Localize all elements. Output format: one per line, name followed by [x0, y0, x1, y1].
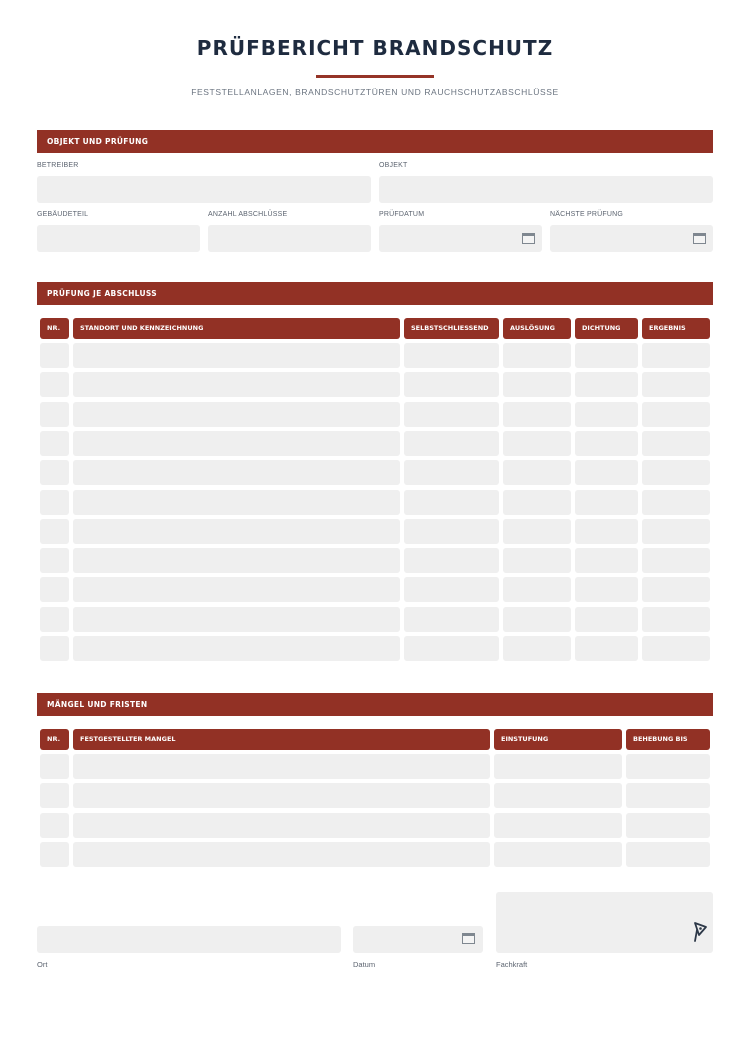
calendar-icon[interactable]: [462, 933, 475, 944]
page-title: PRÜFBERICHT BRANDSCHUTZ: [196, 36, 554, 60]
column-header-nr: NR.: [40, 729, 69, 750]
pen-icon[interactable]: [692, 921, 708, 943]
table-cell[interactable]: [73, 402, 400, 427]
table-cell[interactable]: [626, 813, 710, 838]
table-cell[interactable]: [642, 577, 710, 602]
table-cell[interactable]: [642, 519, 710, 544]
section-header-maengel: MÄNGEL UND FRISTEN: [37, 693, 713, 716]
table-cell[interactable]: [73, 519, 400, 544]
table-cell[interactable]: [626, 754, 710, 779]
table-cell[interactable]: [40, 490, 69, 515]
table-cell[interactable]: [404, 519, 499, 544]
pruefdatum-label: PRÜFDATUM: [379, 211, 425, 218]
fachkraft-label: Fachkraft: [496, 960, 528, 969]
table-cell[interactable]: [575, 607, 638, 632]
table-cell[interactable]: [503, 460, 571, 485]
datum-label: Datum: [353, 960, 376, 969]
column-header-selbstschliessend: SELBSTSCHLIESSEND: [404, 318, 499, 339]
column-header-nr: NR.: [40, 318, 69, 339]
betreiber-label: BETREIBER: [37, 162, 79, 169]
column-header-mangel: FESTGESTELLTER MANGEL: [73, 729, 490, 750]
column-header-ausloesung: AUSLÖSUNG: [503, 318, 571, 339]
table-cell[interactable]: [73, 636, 400, 661]
table-cell[interactable]: [73, 548, 400, 573]
table-cell[interactable]: [503, 577, 571, 602]
gebaeudeteil-label: GEBÄUDETEIL: [37, 211, 89, 218]
objekt-field[interactable]: [379, 176, 713, 203]
table-cell[interactable]: [642, 548, 710, 573]
ort-label: Ort: [37, 960, 48, 969]
table-cell[interactable]: [73, 813, 490, 838]
table-cell[interactable]: [40, 813, 69, 838]
table-cell[interactable]: [40, 372, 69, 397]
table-cell[interactable]: [73, 754, 490, 779]
section-header-objekt: OBJEKT UND PRÜFUNG: [37, 130, 713, 153]
table-cell[interactable]: [404, 607, 499, 632]
table-cell[interactable]: [40, 431, 69, 456]
table-cell[interactable]: [626, 783, 710, 808]
table-cell[interactable]: [40, 636, 69, 661]
table-cell[interactable]: [404, 490, 499, 515]
table-cell[interactable]: [73, 607, 400, 632]
table-cell[interactable]: [503, 431, 571, 456]
column-header-einstufung: EINSTUFUNG: [494, 729, 622, 750]
naechste-pruefung-label: NÄCHSTE PRÜFUNG: [550, 211, 624, 218]
table-cell[interactable]: [73, 460, 400, 485]
table-cell[interactable]: [494, 813, 622, 838]
table-cell[interactable]: [575, 577, 638, 602]
table-cell[interactable]: [404, 402, 499, 427]
table-cell[interactable]: [404, 343, 499, 368]
table-cell[interactable]: [503, 636, 571, 661]
table-cell[interactable]: [503, 607, 571, 632]
section-header-pruefung: PRÜFUNG JE ABSCHLUSS: [37, 282, 713, 305]
table-cell[interactable]: [642, 402, 710, 427]
table-cell[interactable]: [642, 607, 710, 632]
table-cell[interactable]: [404, 548, 499, 573]
table-cell[interactable]: [40, 548, 69, 573]
table-cell[interactable]: [73, 842, 490, 867]
table-cell[interactable]: [73, 577, 400, 602]
table-cell[interactable]: [503, 372, 571, 397]
table-cell[interactable]: [404, 577, 499, 602]
column-header-standort: STANDORT UND KENNZEICHNUNG: [73, 318, 400, 339]
table-cell[interactable]: [626, 842, 710, 867]
page-subtitle: FESTSTELLANLAGEN, BRANDSCHUTZTÜREN UND RAUCHSCHUTZABSCHLÜSSE: [191, 87, 559, 97]
pruefdatum-field[interactable]: [379, 225, 542, 252]
calendar-icon[interactable]: [522, 233, 535, 244]
objekt-label: OBJEKT: [379, 162, 408, 169]
table-cell[interactable]: [40, 783, 69, 808]
betreiber-field[interactable]: [37, 176, 371, 203]
column-header-behebung: BEHEBUNG BIS: [626, 729, 710, 750]
column-header-dichtung: DICHTUNG: [575, 318, 638, 339]
table-cell[interactable]: [73, 372, 400, 397]
table-cell[interactable]: [575, 548, 638, 573]
table-cell[interactable]: [494, 783, 622, 808]
column-header-ergebnis: ERGEBNIS: [642, 318, 710, 339]
anzahl-label: ANZAHL ABSCHLÜSSE: [208, 211, 288, 218]
table-cell[interactable]: [494, 842, 622, 867]
table-cell[interactable]: [73, 431, 400, 456]
table-cell[interactable]: [575, 490, 638, 515]
table-cell[interactable]: [40, 577, 69, 602]
table-cell[interactable]: [503, 519, 571, 544]
table-cell[interactable]: [404, 636, 499, 661]
anzahl-field[interactable]: [208, 225, 371, 252]
table-cell[interactable]: [503, 490, 571, 515]
table-cell[interactable]: [404, 460, 499, 485]
table-cell[interactable]: [494, 754, 622, 779]
table-cell[interactable]: [40, 754, 69, 779]
title-divider: [316, 75, 434, 78]
table-cell[interactable]: [40, 607, 69, 632]
table-cell[interactable]: [73, 783, 490, 808]
table-cell[interactable]: [40, 343, 69, 368]
table-cell[interactable]: [642, 431, 710, 456]
table-cell[interactable]: [404, 431, 499, 456]
table-cell[interactable]: [575, 343, 638, 368]
table-cell[interactable]: [503, 402, 571, 427]
table-cell[interactable]: [404, 372, 499, 397]
table-cell[interactable]: [40, 519, 69, 544]
table-cell[interactable]: [642, 372, 710, 397]
table-cell[interactable]: [575, 431, 638, 456]
table-cell[interactable]: [575, 372, 638, 397]
naechste-pruefung-field[interactable]: [550, 225, 713, 252]
table-cell[interactable]: [575, 636, 638, 661]
table-cell[interactable]: [40, 842, 69, 867]
ort-field[interactable]: [37, 926, 341, 953]
table-cell[interactable]: [575, 519, 638, 544]
table-cell[interactable]: [503, 343, 571, 368]
table-cell[interactable]: [575, 402, 638, 427]
table-cell[interactable]: [503, 548, 571, 573]
table-cell[interactable]: [642, 490, 710, 515]
gebaeudeteil-field[interactable]: [37, 225, 200, 252]
table-cell[interactable]: [73, 343, 400, 368]
table-cell[interactable]: [40, 460, 69, 485]
calendar-icon[interactable]: [693, 233, 706, 244]
table-cell[interactable]: [642, 343, 710, 368]
table-cell[interactable]: [642, 460, 710, 485]
signature-field[interactable]: [496, 892, 713, 953]
table-cell[interactable]: [642, 636, 710, 661]
table-cell[interactable]: [73, 490, 400, 515]
table-cell[interactable]: [40, 402, 69, 427]
table-cell[interactable]: [575, 460, 638, 485]
